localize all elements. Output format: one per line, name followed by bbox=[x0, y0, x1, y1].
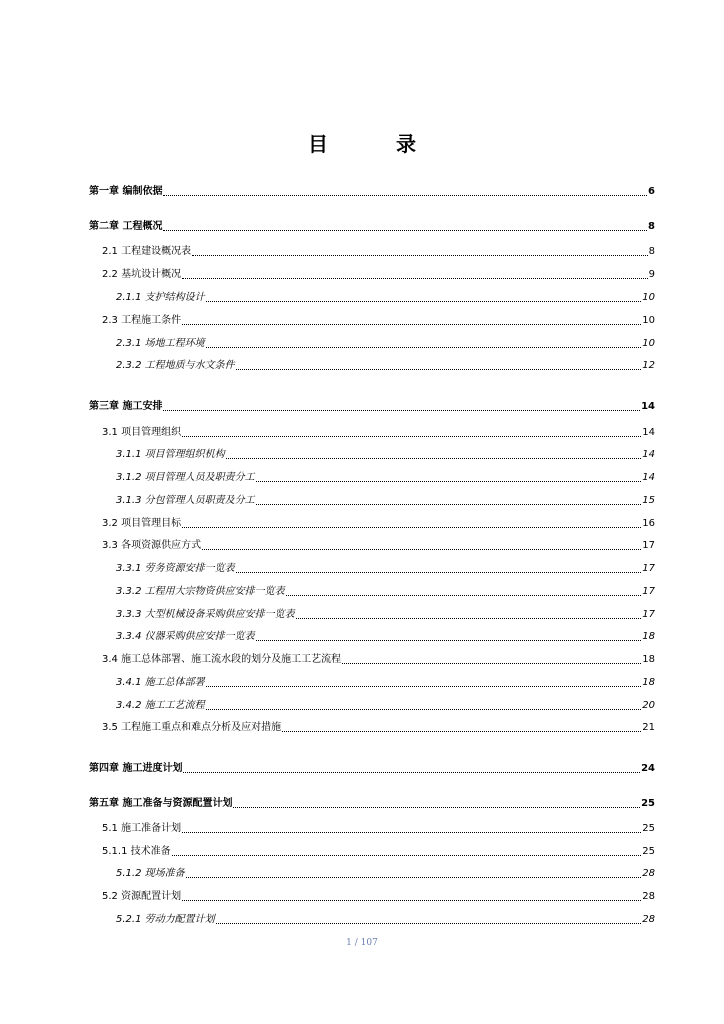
toc-leader bbox=[206, 290, 642, 302]
toc-entry-page: 9 bbox=[648, 269, 655, 280]
toc-entry-label: 2.2 基坑设计概况 bbox=[102, 269, 182, 280]
toc-entry-label: 3.5 工程施工重点和难点分析及应对措施 bbox=[102, 722, 282, 733]
toc-leader bbox=[236, 561, 642, 573]
toc-entry[interactable] bbox=[102, 844, 655, 860]
toc-leader bbox=[206, 698, 642, 710]
toc-entry-page: 20 bbox=[642, 700, 655, 711]
toc-leader bbox=[286, 584, 642, 596]
toc-leader bbox=[256, 470, 642, 482]
toc-entry[interactable] bbox=[102, 821, 655, 837]
toc-leader bbox=[163, 184, 647, 196]
toc-entry-page: 18 bbox=[642, 677, 655, 688]
toc-entry-page: 18 bbox=[642, 631, 655, 642]
toc-leader bbox=[182, 821, 641, 833]
toc-entry[interactable] bbox=[89, 796, 655, 812]
toc-entry-label: 第五章 施工准备与资源配置计划 bbox=[89, 798, 233, 809]
toc-leader bbox=[172, 844, 642, 856]
toc-entry-page: 28 bbox=[642, 914, 655, 925]
toc-entry[interactable] bbox=[116, 629, 655, 645]
toc-entry-page: 14 bbox=[642, 472, 655, 483]
toc-entry[interactable] bbox=[102, 516, 655, 532]
toc-leader bbox=[182, 425, 641, 437]
toc-entry-page: 28 bbox=[642, 868, 655, 879]
toc-entry-page: 8 bbox=[648, 221, 655, 232]
toc-leader bbox=[236, 358, 642, 370]
toc-entry[interactable] bbox=[102, 244, 655, 260]
toc-entry-page: 28 bbox=[642, 891, 655, 902]
toc-entry-page: 15 bbox=[642, 495, 655, 506]
toc-leader bbox=[163, 399, 640, 411]
toc-entry-page: 24 bbox=[641, 763, 655, 774]
toc-entry-label: 3.3.3 大型机械设备采购供应安排一览表 bbox=[116, 609, 295, 620]
toc-entry-label: 2.3 工程施工条件 bbox=[102, 315, 182, 326]
toc-leader bbox=[256, 493, 642, 505]
toc-entry-page: 17 bbox=[642, 540, 655, 551]
toc-entry[interactable] bbox=[89, 399, 655, 415]
toc-entry-label: 第三章 施工安排 bbox=[89, 401, 163, 412]
toc-entry-page: 14 bbox=[641, 401, 655, 412]
toc-leader bbox=[206, 336, 642, 348]
toc-leader bbox=[233, 796, 640, 808]
toc-entry-page: 14 bbox=[642, 449, 655, 460]
toc-entry[interactable] bbox=[116, 336, 655, 352]
toc-entry-label: 5.1.1 技术准备 bbox=[102, 846, 171, 857]
toc-entry[interactable] bbox=[116, 607, 655, 623]
page-number-footer: 1 / 107 bbox=[346, 938, 378, 948]
toc-leader bbox=[226, 447, 642, 459]
toc-entry-page: 6 bbox=[648, 186, 655, 197]
toc-entry[interactable] bbox=[116, 866, 655, 882]
toc-leader bbox=[182, 267, 648, 279]
toc-entry-page: 25 bbox=[642, 846, 655, 857]
toc-entry-label: 5.2.1 劳动力配置计划 bbox=[116, 914, 215, 925]
toc-leader bbox=[342, 652, 641, 664]
toc-leader bbox=[182, 889, 641, 901]
toc-entry-label: 2.3.1 场地工程环境 bbox=[116, 338, 205, 349]
toc-entry[interactable] bbox=[116, 290, 655, 306]
toc-entry[interactable] bbox=[116, 561, 655, 577]
toc-entry[interactable] bbox=[116, 470, 655, 486]
toc-entry-page: 17 bbox=[642, 609, 655, 620]
toc-leader bbox=[256, 629, 642, 641]
toc-entry[interactable] bbox=[116, 912, 655, 928]
page-title: 目 录 bbox=[308, 132, 440, 156]
toc-entry-page: 18 bbox=[642, 654, 655, 665]
toc-entry[interactable] bbox=[102, 267, 655, 283]
toc-entry[interactable] bbox=[102, 889, 655, 905]
toc-entry-label: 3.4 施工总体部署、施工流水段的划分及施工工艺流程 bbox=[102, 654, 342, 665]
toc-entry-page: 25 bbox=[642, 823, 655, 834]
toc-entry-label: 第二章 工程概况 bbox=[89, 221, 163, 232]
toc-entry-page: 16 bbox=[642, 518, 655, 529]
toc-entry-label: 2.1 工程建设概况表 bbox=[102, 246, 192, 257]
toc-entry[interactable] bbox=[89, 761, 655, 777]
toc-entry-label: 3.3 各项资源供应方式 bbox=[102, 540, 202, 551]
toc-leader bbox=[182, 516, 641, 528]
toc-entry-label: 第四章 施工进度计划 bbox=[89, 763, 183, 774]
toc-entry[interactable] bbox=[116, 675, 655, 691]
toc-entry-label: 2.3.2 工程地质与水文条件 bbox=[116, 360, 235, 371]
toc-leader bbox=[183, 761, 640, 773]
toc-entry[interactable] bbox=[102, 538, 655, 554]
toc-entry[interactable] bbox=[89, 219, 655, 235]
toc-entry-label: 3.4.2 施工工艺流程 bbox=[116, 700, 205, 711]
toc-entry-label: 5.2 资源配置计划 bbox=[102, 891, 182, 902]
toc-leader bbox=[186, 866, 642, 878]
toc-entry-page: 10 bbox=[642, 338, 655, 349]
toc-entry-page: 21 bbox=[642, 722, 655, 733]
toc-entry[interactable] bbox=[116, 584, 655, 600]
toc-leader bbox=[202, 538, 641, 550]
toc-entry-label: 3.2 项目管理目标 bbox=[102, 518, 182, 529]
toc-entry[interactable] bbox=[102, 313, 655, 329]
toc-entry-page: 12 bbox=[642, 360, 655, 371]
toc-entry-label: 2.1.1 支护结构设计 bbox=[116, 292, 205, 303]
toc-entry-page: 25 bbox=[641, 798, 655, 809]
toc-leader bbox=[182, 313, 641, 325]
toc-entry-page: 8 bbox=[648, 246, 655, 257]
toc-entry-label: 3.4.1 施工总体部署 bbox=[116, 677, 205, 688]
toc-entry-label: 3.1.3 分包管理人员职责及分工 bbox=[116, 495, 255, 506]
toc-entry-label: 3.3.1 劳务资源安排一览表 bbox=[116, 563, 235, 574]
toc-entry[interactable] bbox=[102, 720, 655, 736]
toc-entry-label: 3.1.2 项目管理人员及职责分工 bbox=[116, 472, 255, 483]
toc-leader bbox=[163, 219, 647, 231]
toc-entry[interactable] bbox=[116, 358, 655, 374]
toc-entry[interactable] bbox=[116, 447, 655, 463]
toc-leader bbox=[282, 720, 641, 732]
toc-entry-label: 第一章 编制依据 bbox=[89, 186, 163, 197]
toc-entry-label: 5.1 施工准备计划 bbox=[102, 823, 182, 834]
toc-entry-page: 17 bbox=[642, 586, 655, 597]
toc-entry-label: 3.1 项目管理组织 bbox=[102, 427, 182, 438]
toc-leader bbox=[192, 244, 648, 256]
toc-entry-label: 3.1.1 项目管理组织机构 bbox=[116, 449, 225, 460]
toc-entry[interactable] bbox=[116, 698, 655, 714]
toc-entry-page: 10 bbox=[642, 292, 655, 303]
toc-entry-page: 14 bbox=[642, 427, 655, 438]
toc-entry-page: 17 bbox=[642, 563, 655, 574]
toc-leader bbox=[206, 675, 642, 687]
toc-entry[interactable] bbox=[102, 425, 655, 441]
toc-leader bbox=[216, 912, 642, 924]
toc-entry[interactable] bbox=[89, 184, 655, 200]
toc-entry-label: 3.3.4 仪器采购供应安排一览表 bbox=[116, 631, 255, 642]
toc-leader bbox=[296, 607, 642, 619]
toc-entry-page: 10 bbox=[642, 315, 655, 326]
toc-entry-label: 5.1.2 现场准备 bbox=[116, 868, 185, 879]
toc-entry[interactable] bbox=[102, 652, 655, 668]
toc-entry-label: 3.3.2 工程用大宗物资供应安排一览表 bbox=[116, 586, 285, 597]
toc-entry[interactable] bbox=[116, 493, 655, 509]
